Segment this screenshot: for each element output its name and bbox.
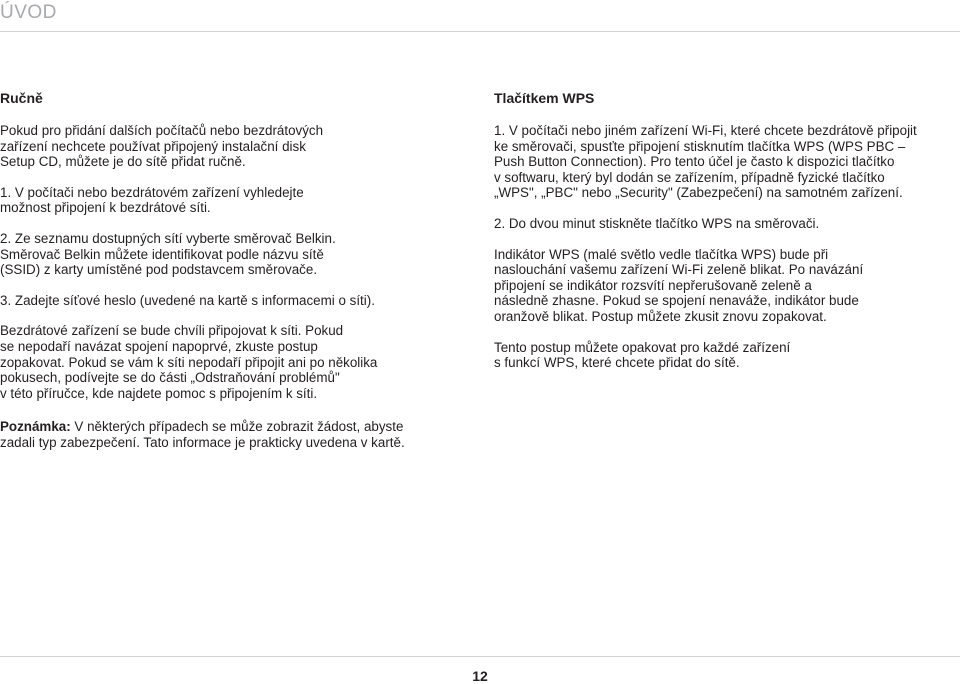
manual-step-3: 3. Zadejte síťové heslo (uvedené na kartě s informacemi o síti). xyxy=(0,292,375,308)
wps-step-2: 2. Do dvou minut stiskněte tlačítko WPS na směrovači. xyxy=(494,215,820,231)
wps-indicator-text: Indikátor WPS (malé světlo vedle tlačítka WPS) bude při naslouchání vašemu zařízení Wi-Fi zeleně blikat. Po navázání připojení se indikátor rozsvítí nepřerušovaně zeleně a následně zhasne. Pokud se spojení nenaváže, indikátor bude oranžově blikat. Postup můžete zkusit znovu zopakovat. xyxy=(494,246,864,324)
note xyxy=(0,419,470,450)
note-text: V některých případech se může zobrazit žádost, abyste zadali typ zabezpečení. Tato informace je prakticky uvedena v kartě. xyxy=(0,419,405,450)
manual-section xyxy=(0,90,470,416)
manual-closing: Bezdrátové zařízení se bude chvíli připojovat k síti. Pokud se nepodaří navázat spojení napoprvé, zkuste postup zopakovat. Pokud se vám k síti nepodaří připojit ani po několika pokusech, podívejte se do části „Odstraňování problémů" v této příručce, kde najdete pomoc s připojením k síti. xyxy=(0,323,378,401)
page-number: 12 xyxy=(472,668,488,684)
manual-step-2: 2. Ze seznamu dostupných sítí vyberte směrovač Belkin. Směrovač Belkin můžete identifikovat podle názvu sítě (SSID) z karty umístěné pod podstavcem směrovače. xyxy=(0,230,336,278)
wps-heading: Tlačítkem WPS xyxy=(494,90,595,106)
manual-step-1: 1. V počítači nebo bezdrátovém zařízení vyhledejte možnost připojení k bezdrátové síti. xyxy=(0,184,304,216)
manual-heading: Ručně xyxy=(0,90,43,106)
wps-section xyxy=(494,90,960,386)
section-title: ÚVOD xyxy=(0,2,57,23)
header-divider xyxy=(0,31,960,32)
footer-divider xyxy=(0,656,960,657)
note-label: Poznámka: xyxy=(0,419,71,434)
wps-repeat-text: Tento postup můžete opakovat pro každé zařízení s funkcí WPS, které chcete přidat do sítě. xyxy=(494,339,791,371)
wps-step-1: 1. V počítači nebo jiném zařízení Wi-Fi, které chcete bezdrátově připojit ke směrovači, spusťte připojení stisknutím tlačítka WPS (WPS PBC – Push Button Connection). Pro tento účel je často k dispozici tlačítko v softwaru, který byl dodán se zařízením, případně fyzické tlačítko „WPS", „PBC" nebo „Security" (Zabezpečení) na samotném zařízení. xyxy=(494,123,917,201)
manual-intro: Pokud pro přidání dalších počítačů nebo bezdrátových zařízení nechcete používat připojený instalační disk Setup CD, můžete je do sítě přidat ručně. xyxy=(0,123,324,170)
